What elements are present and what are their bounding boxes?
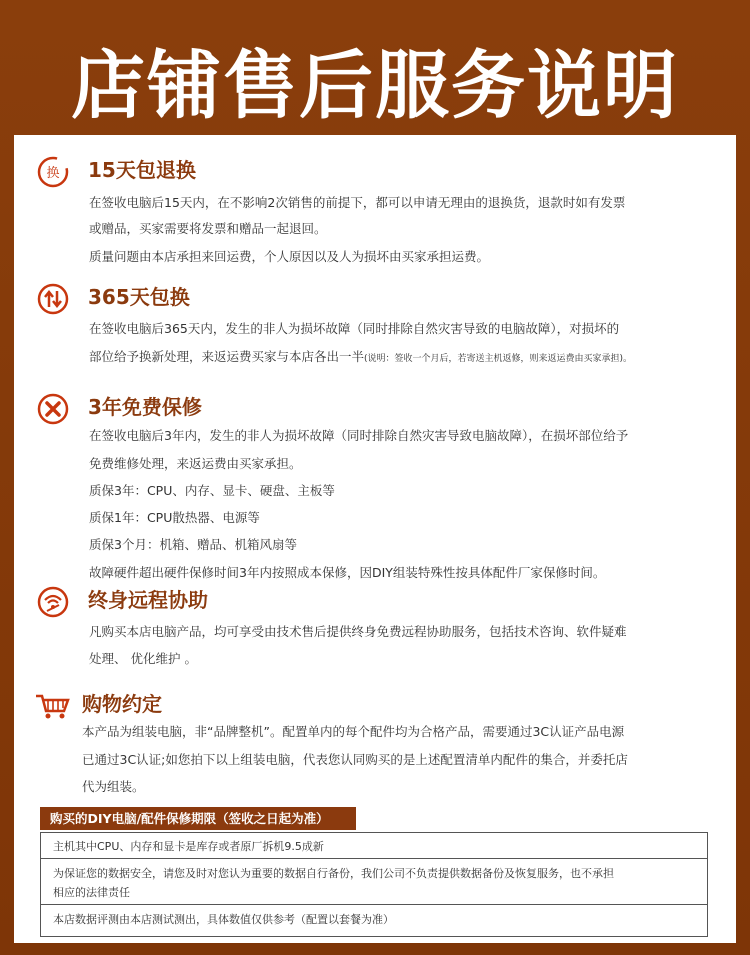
section-line: 免费维修处理，来返运费由买家承担。 <box>89 456 302 471</box>
section-line: 质保1年：CPU散热器、电源等 <box>89 510 260 525</box>
shopping-cart-icon <box>34 691 72 721</box>
section-line: 质保3个月：机箱、赠品、机箱风扇等 <box>89 537 297 552</box>
section-line: 或赠品，买家需要将发票和赠品一起退回。 <box>89 221 327 236</box>
table-cell: 为保证您的数据安全，请您及时对您认为重要的数据自行备份，我们公司不负责提供数据备份及恢复服务，也不承担 <box>53 867 614 880</box>
warranty-table <box>40 832 708 937</box>
warranty-period-bar: 购买的DIY电脑/配件保修期限（签收之日起为准） <box>40 807 356 830</box>
table-row <box>41 833 707 859</box>
exchange-badge-icon <box>36 155 70 189</box>
svg-text:换: 换 <box>46 166 60 181</box>
page-title: 店铺售后服务说明 <box>71 43 679 129</box>
section-title-remote: 终身远程协助 <box>88 588 208 612</box>
section-line: 在签收电脑后365天内，发生的非人为损坏故障（同时排除自然灾害导致的电脑故障），对损坏的 <box>89 321 620 336</box>
table-row <box>41 859 707 905</box>
section-line: 本产品为组装电脑，非“品牌整机”。配置单内的每个配件均为合格产品，需要通过3C认证产品电源 <box>82 724 625 739</box>
section-line: 在签收电脑后15天内，在不影响2次销售的前提下，都可以申请无理由的退换货，退款时如有发票 <box>89 195 626 210</box>
section-line: 在签收电脑后3年内，发生的非人为损坏故障（同时排除自然灾害导致电脑故障），在损坏部位给予 <box>89 428 629 443</box>
table-cell: 本店数据评测由本店测试测出，具体数值仅供参考（配置以套餐为准） <box>53 913 394 926</box>
section-line: 凡购买本店电脑产品，均可享受由技术售后提供终身免费远程协助服务，包括技术咨询、软件疑难 <box>89 624 627 639</box>
wrench-screwdriver-icon <box>36 392 70 426</box>
section-line: 代为组装。 <box>82 779 145 794</box>
section-line: 处理、 优化维护 。 <box>89 651 197 666</box>
section-title-agreement: 购物约定 <box>82 692 162 716</box>
table-cell: 相应的法律责任 <box>53 886 130 899</box>
section-title-exchange: 365天包换 <box>88 285 190 309</box>
section-line: 质保3年：CPU、内存、显卡、硬盘、主板等 <box>89 483 335 498</box>
section-line <box>89 348 632 368</box>
section-line: 故障硬件超出硬件保修时间3年内按照成本保修，因DIY组装特殊性按具体配件厂家保修时间。 <box>89 565 606 580</box>
swap-arrows-icon <box>36 282 70 316</box>
section-title-return: 15天包退换 <box>88 158 196 182</box>
section-title-warranty: 3年免费保修 <box>88 395 202 419</box>
table-cell: 主机其中CPU、内存和显卡是库存或者原厂拆机9.5成新 <box>53 840 324 853</box>
section-line-text: 部位给予换新处理，来返运费买家与本店各出一半 <box>89 349 365 364</box>
section-line: 已通过3C认证;如您拍下以上组装电脑，代表您认同购买的是上述配置清单内配件的集合，并委托店 <box>82 752 628 767</box>
remote-wifi-icon <box>36 585 70 619</box>
table-row <box>41 905 707 936</box>
section-note: (说明：签收一个月后，若寄送主机返修，则来返运费由买家承担)。 <box>364 354 633 364</box>
section-line: 质量问题由本店承担来回运费，个人原因以及人为损坏由买家承担运费。 <box>89 249 490 264</box>
